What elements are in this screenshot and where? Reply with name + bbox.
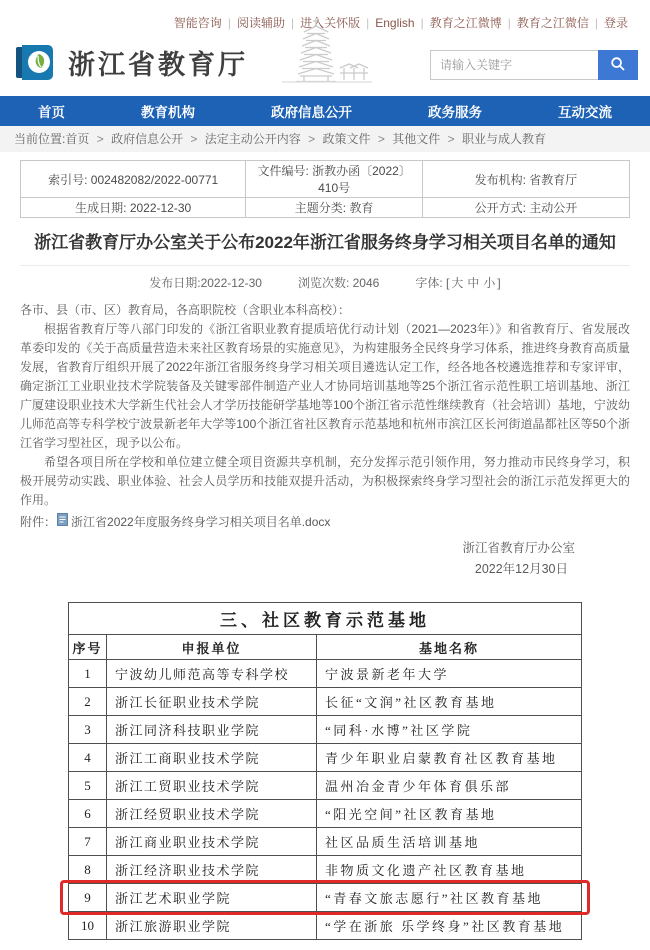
meta-topic	[246, 198, 423, 218]
link-login[interactable]: 登录	[603, 16, 628, 30]
cell-base-name: 社区品质生活培训基地	[317, 828, 582, 856]
breadcrumb-home[interactable]: 首页	[65, 132, 90, 146]
nav-item-gov-info[interactable]: 政府信息公开	[271, 105, 352, 120]
cell-applicant: 浙江经济职业技术学院	[107, 856, 317, 884]
font-size-medium-button[interactable]: 中	[467, 276, 480, 290]
cell-base-name: “阳光空间”社区教育基地	[317, 800, 582, 828]
search-button[interactable]	[598, 50, 638, 80]
meta-topic-label: 主题分类:	[294, 201, 347, 215]
separator: |	[507, 15, 511, 30]
nav-item-interaction[interactable]: 互动交流	[558, 105, 612, 120]
cell-applicant: 浙江工商职业技术学院	[107, 744, 317, 772]
document-body	[20, 301, 630, 510]
nav-item-home[interactable]: 首页	[38, 105, 65, 120]
view-count: 浏览次数: 2046	[297, 276, 380, 290]
link-english[interactable]: English	[375, 15, 415, 30]
document-info-row	[20, 265, 630, 291]
table-title: 三、社区教育示范基地	[69, 603, 582, 635]
meta-topic-value: 教育	[349, 201, 374, 215]
signature-block	[20, 538, 630, 580]
breadcrumb-separator: >	[308, 132, 316, 146]
attachment-doc-icon	[56, 512, 71, 532]
appendix-table-section	[0, 602, 650, 950]
breadcrumb-separator: >	[377, 132, 385, 146]
site-title: 浙江省教育厅	[68, 49, 248, 80]
breadcrumb	[0, 126, 650, 152]
salutation: 各市、县（市、区）教育局，各高职院校（含职业本科高校）：	[20, 303, 351, 317]
attachment-label: 附件：	[20, 515, 57, 529]
cell-base-name: “青春文旅志愿行”社区教育基地	[317, 884, 582, 912]
table-row	[69, 828, 582, 856]
meta-gen-date	[21, 198, 246, 218]
table-title-row	[69, 603, 582, 635]
breadcrumb-prefix: 当前位置:	[14, 132, 66, 146]
cell-base-name: 宁波景新老年大学	[317, 660, 582, 688]
cell-no: 7	[69, 828, 107, 856]
separator: |	[290, 15, 295, 30]
breadcrumb-policy-files[interactable]: 政策文件	[322, 132, 371, 146]
cell-base-name: 青少年职业启蒙教育社区教育基地	[317, 744, 582, 772]
top-utility-links	[174, 14, 628, 31]
cell-no: 4	[69, 744, 107, 772]
table-row	[69, 912, 582, 940]
separator: |	[594, 15, 598, 30]
document-area	[0, 152, 650, 580]
cell-no: 9	[69, 884, 107, 912]
table-row	[69, 800, 582, 828]
page-title: 浙江省教育厅办公室关于公布2022年浙江省服务终身学习相关项目名单的通知	[34, 233, 616, 252]
meta-openmode-value: 主动公开	[529, 201, 578, 215]
cell-no: 5	[69, 772, 107, 800]
cell-no: 6	[69, 800, 107, 828]
meta-openmode-label: 公开方式:	[474, 201, 526, 215]
link-smart-consult[interactable]: 智能咨询	[173, 16, 222, 30]
table-row	[69, 688, 582, 716]
cell-base-name: 温州冶金青少年体育俱乐部	[317, 772, 582, 800]
breadcrumb-gov-info[interactable]: 政府信息公开	[111, 132, 184, 146]
table-row	[69, 744, 582, 772]
table-row	[69, 716, 582, 744]
meta-gendate-value: 2022-12-30	[129, 201, 192, 215]
meta-index-value: 002482082/2022-00771	[90, 172, 219, 187]
cell-no: 10	[69, 912, 107, 940]
cell-applicant: 浙江工贸职业技术学院	[107, 772, 317, 800]
meta-agency-label: 发布机构:	[474, 172, 526, 187]
cell-no: 3	[69, 716, 107, 744]
breadcrumb-separator: >	[447, 132, 455, 146]
table-header-row	[69, 635, 582, 660]
column-header-base-name: 基地名称	[317, 635, 582, 660]
body-paragraph-1: 根据省教育厅等八部门印发的《浙江省职业教育提质培优行动计划（2021—2023年）》和省教育厅、省发展改革委印发的《关于高质量营造未来社区教育场景的实施意见》，为构建服务全民终身学习体系，推进终身教育高质量发展，省教育厅组织开展了2022年浙江省服务终身学习相关项目遴选认定工作，经各地各校遴选推荐和专家评审，确定浙江工业职业技术学院装备及关键零部件制造产业人才协同培训基地等25个浙江省示范性职工培训基地、浙江广厦建设职业技术大学新生代社会人才学历技能研学基地等100个浙江省示范性继续教育（社会培训）基地，宁波幼儿师范高等专科学校宁波景新老年大学等100个浙江省社区教育示范基地和杭州市滨江区长河街道晶都社区等50个浙江省学习型社区，现予以公布。	[20, 322, 630, 450]
separator: |	[227, 15, 231, 30]
cell-applicant: 浙江商业职业技术学院	[107, 828, 317, 856]
cell-applicant: 浙江艺术职业学院	[107, 884, 317, 912]
column-header-no: 序号	[69, 635, 107, 660]
community-education-base-table-wrap	[68, 602, 582, 940]
link-care-version[interactable]: 进入关怀版	[300, 16, 361, 30]
publish-date: 发布日期:2022-12-30	[149, 276, 262, 290]
meta-agency	[422, 161, 629, 198]
table-row	[69, 772, 582, 800]
breadcrumb-separator: >	[190, 132, 198, 146]
body-paragraph-2: 希望各项目所在学校和单位建立健全项目资源共享机制，充分发挥示范引领作用，努力推动市民终身学习，积极开展劳动实践、职业体验、社会人员学历和技能双提升活动，为积极探索终身学习型社会的浙江示范发挥更大的作用。	[20, 455, 630, 507]
link-weibo[interactable]: 教育之江微博	[429, 16, 502, 30]
meta-docno-label: 文件编号:	[257, 164, 309, 178]
cell-base-name: 长征“文润”社区教育基地	[317, 688, 582, 716]
font-size-control	[415, 274, 500, 291]
nav-item-services[interactable]: 政务服务	[428, 105, 482, 120]
nav-item-institutions[interactable]: 教育机构	[141, 105, 195, 120]
signature-date: 2022年12月30日	[474, 562, 568, 576]
attachment-line	[20, 512, 630, 532]
attachment-link[interactable]: 浙江省2022年度服务终身学习相关项目名单.docx	[71, 515, 331, 529]
font-size-label: 字体:	[415, 276, 443, 290]
cell-applicant: 浙江长征职业技术学院	[107, 688, 317, 716]
meta-docno-value: 浙教办函〔2022〕410号	[312, 164, 411, 195]
meta-open-mode	[422, 198, 629, 218]
table-row-highlighted	[69, 884, 582, 912]
cell-base-name: “学在浙旅 乐学终身”社区教育基地	[317, 912, 582, 940]
document-meta-table	[20, 160, 630, 218]
signature-office: 浙江省教育厅办公室	[462, 541, 575, 555]
cell-base-name: 非物质文化遗产社区教育基地	[317, 856, 582, 884]
separator: |	[366, 15, 370, 30]
table-row	[69, 660, 582, 688]
cell-no: 8	[69, 856, 107, 884]
meta-index-no	[21, 161, 246, 198]
meta-index-label: 索引号:	[48, 172, 88, 187]
bracket: ]	[497, 276, 501, 290]
breadcrumb-disclosure[interactable]: 法定主动公开内容	[204, 132, 301, 146]
cell-base-name: “同科·水博”社区学院	[317, 716, 582, 744]
font-size-small-button[interactable]: 小	[483, 276, 496, 290]
search-icon	[610, 56, 626, 75]
cell-no: 2	[69, 688, 107, 716]
breadcrumb-other-files[interactable]: 其他文件	[392, 132, 441, 146]
column-header-applicant: 申报单位	[107, 635, 317, 660]
breadcrumb-separator: >	[96, 132, 104, 146]
cell-applicant: 宁波幼儿师范高等专科学校	[107, 660, 317, 688]
masthead	[0, 0, 650, 96]
cell-no: 1	[69, 660, 107, 688]
main-nav	[0, 96, 650, 126]
link-reading-aid[interactable]: 阅读辅助	[236, 16, 285, 30]
search-input[interactable]	[430, 50, 598, 80]
meta-row	[21, 161, 630, 198]
cell-applicant: 浙江同济科技职业学院	[107, 716, 317, 744]
cell-applicant: 浙江经贸职业技术学院	[107, 800, 317, 828]
meta-agency-value: 省教育厅	[529, 172, 578, 187]
site-search	[430, 50, 638, 80]
cell-applicant: 浙江旅游职业学院	[107, 912, 317, 940]
font-size-large-button[interactable]: 大	[451, 276, 464, 290]
meta-row	[21, 198, 630, 218]
meta-gendate-label: 生成日期:	[75, 201, 127, 215]
logo-book-icon	[14, 40, 58, 84]
pagoda-watermark-illustration	[278, 16, 374, 99]
site-logo[interactable]	[14, 40, 248, 84]
breadcrumb-vocational-adult-edu[interactable]: 职业与成人教育	[461, 132, 546, 146]
link-wechat[interactable]: 教育之江微信	[516, 16, 589, 30]
separator: |	[420, 15, 424, 30]
bracket: [	[446, 276, 450, 290]
meta-doc-no	[246, 161, 423, 198]
community-education-base-table	[68, 602, 582, 940]
